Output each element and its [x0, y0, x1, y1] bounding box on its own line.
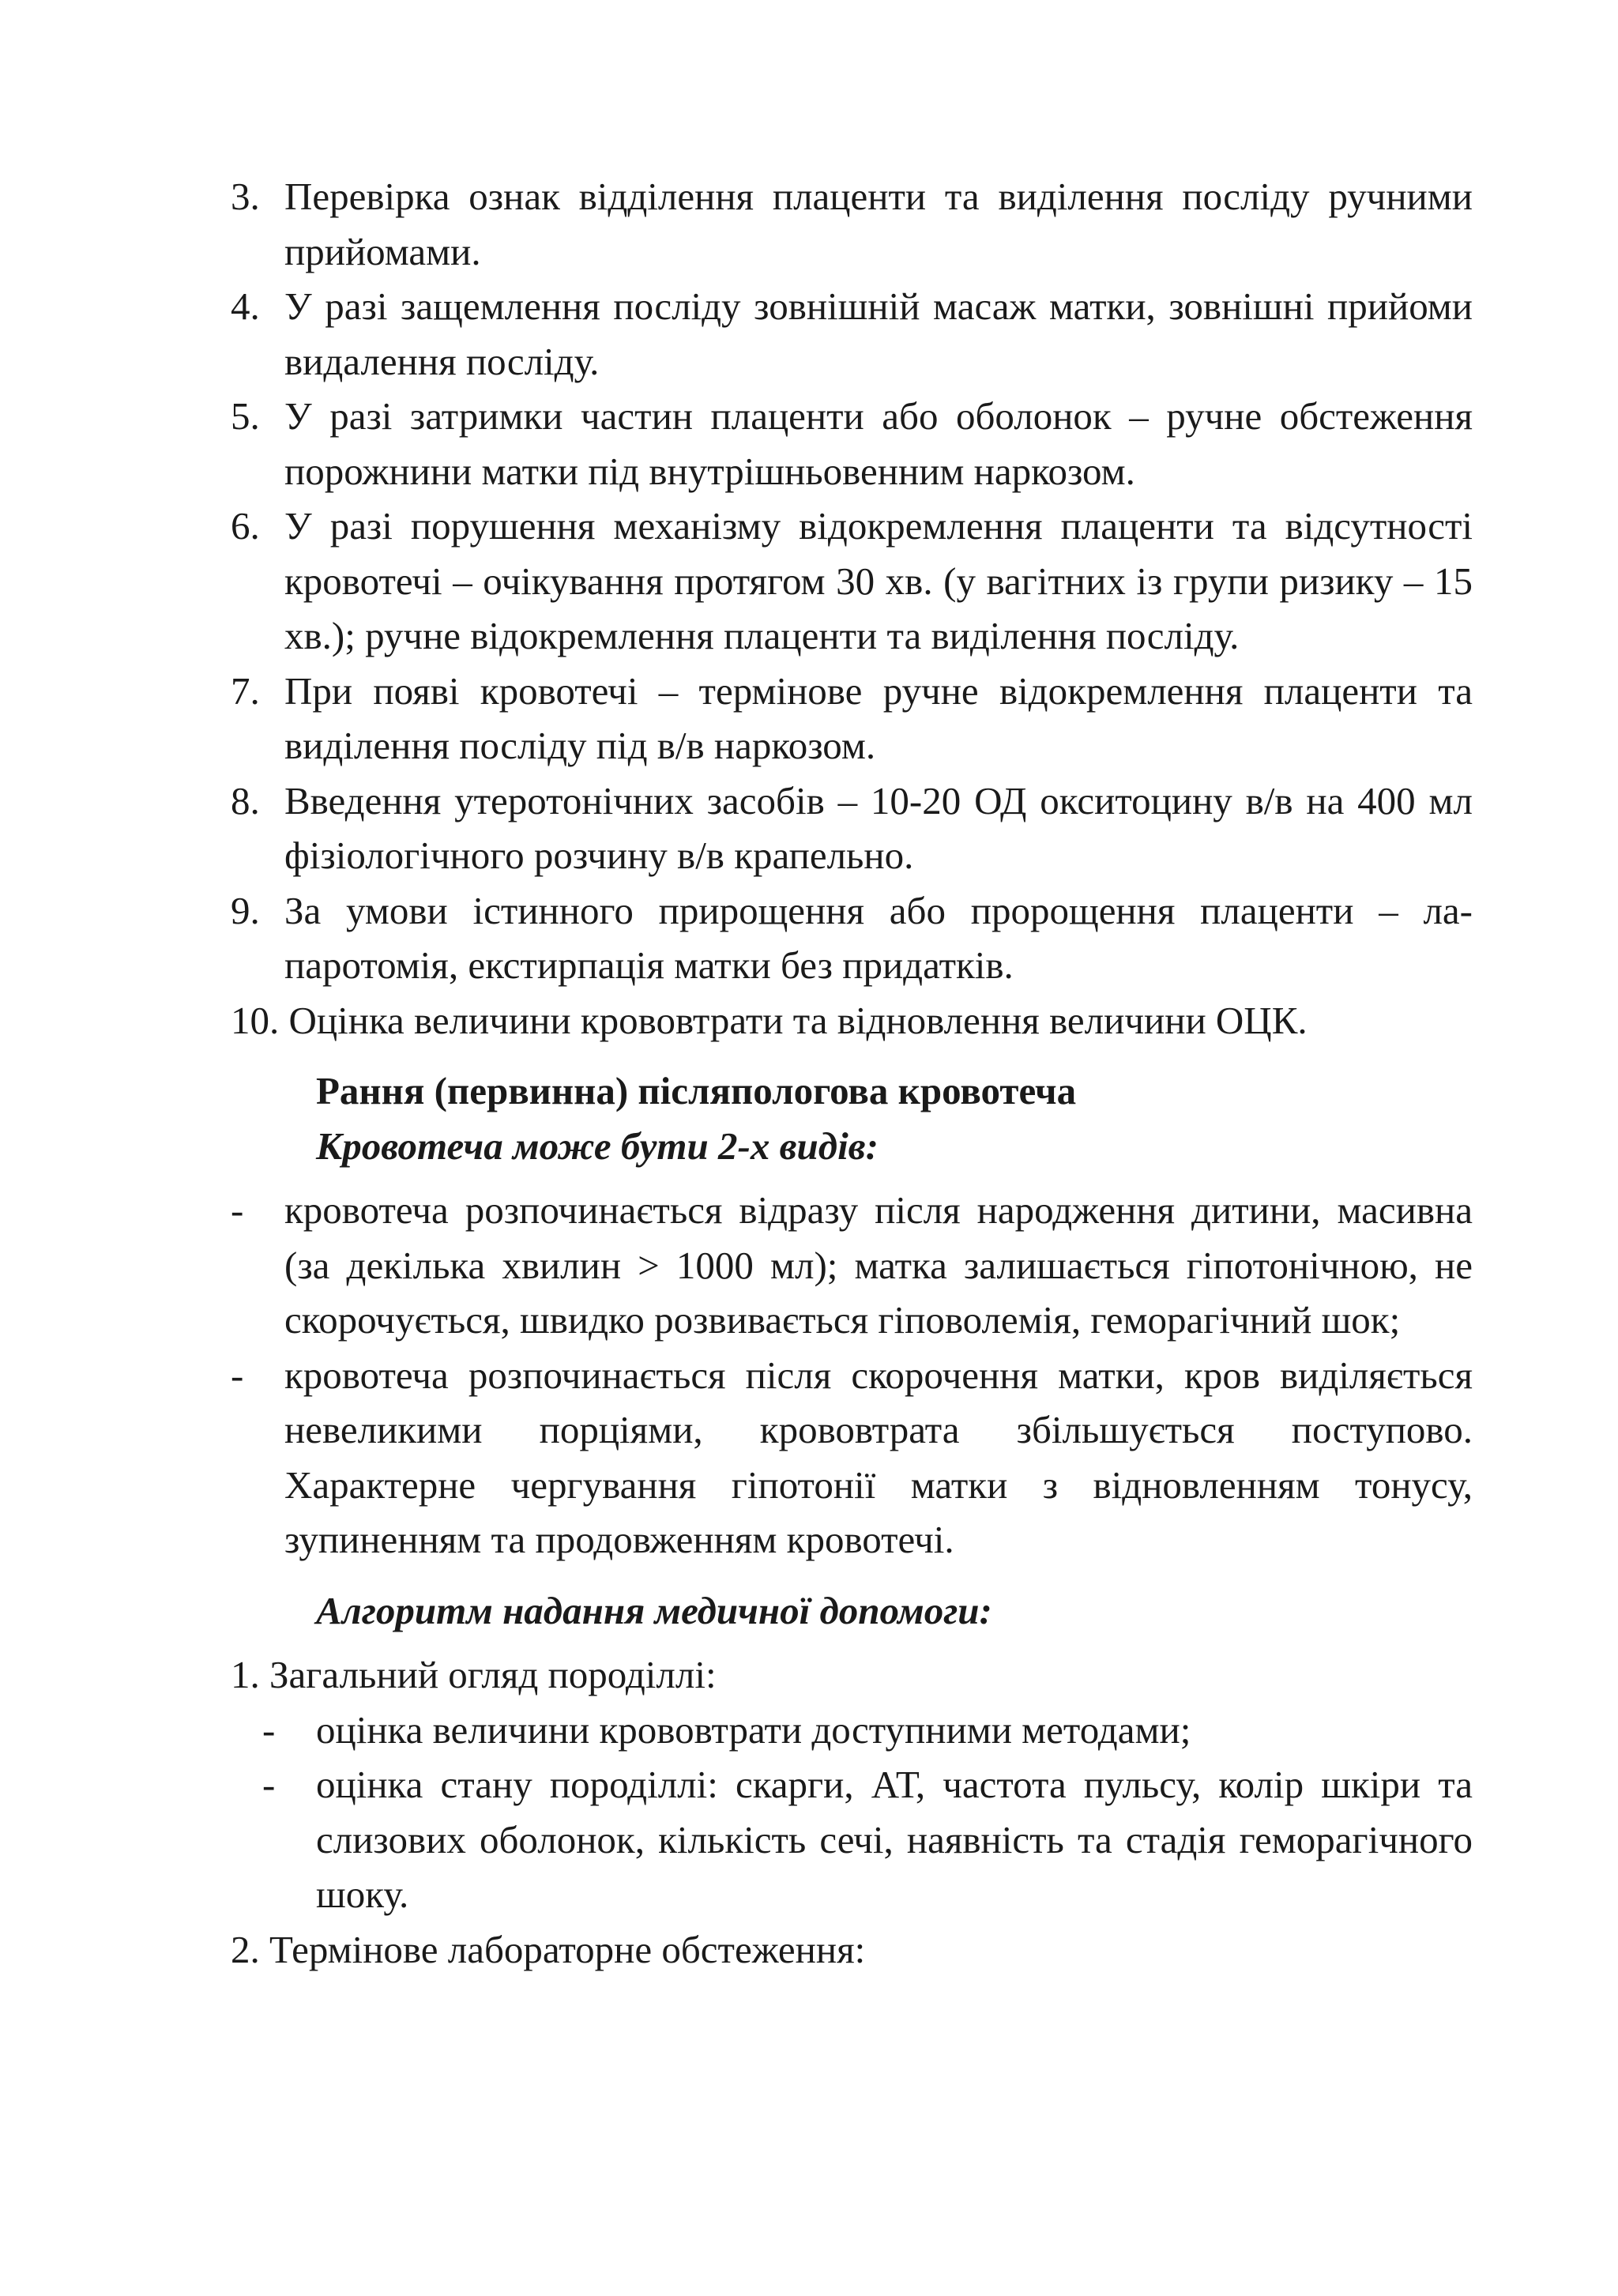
- algorithm-item-2: 2. Термінове лабораторне обстеження:: [231, 1927, 866, 1971]
- list-dash: -: [262, 1763, 276, 1806]
- list-number: 6.: [231, 504, 260, 548]
- list-text: кровотеча розпочинається відразу після народження дитини, масивна (за декілька хвилин > 1000 мл); матка залишається гіпотонічною, не скорочується, швидко розвивається гіповолемія, геморагічний шок;: [284, 1188, 1473, 1342]
- list-text: У разі затримки частин плаценти або оболонок – ручне обстеження порожнини матки під внутрішньовенним наркозом.: [284, 394, 1473, 493]
- list-item-4: [231, 279, 1473, 389]
- list-item-5: [231, 389, 1473, 499]
- list-text: При появі кровотечі – термінове ручне відокремлення плаценти та виділення посліду під в/в наркозом.: [284, 668, 1473, 767]
- list-text: За умови істинного прирощення або пророщення плаценти – лапаротомія, екстирпація матки без придатків.: [284, 888, 1473, 987]
- list-item-8: [231, 773, 1473, 883]
- list-number: 10.: [231, 998, 280, 1042]
- list-text: кровотеча розпочинається після скорочення матки, кров виділяється невеликими порціями, крововтрата збільшується поступово. Характерне чергування гіпотонії матки з відновленням тонусу, зупиненням та продовженням кровотечі.: [284, 1353, 1473, 1561]
- algorithm-item-1: 1. Загальний огляд породіллі:: [231, 1653, 717, 1696]
- list-item-3: [231, 169, 1473, 279]
- list-dash: -: [231, 1353, 244, 1397]
- types-list-item: [231, 1183, 1473, 1348]
- list-dash: -: [262, 1707, 276, 1752]
- list-number: 4.: [231, 284, 260, 328]
- document-page: [231, 169, 1473, 1977]
- list-item-9: [231, 883, 1473, 993]
- algorithm-subitem: [231, 1703, 1473, 1758]
- list-text: Введення утеротонічних засобів – 10-20 ОД окситоцину в/в на 400 мл фізіологічного розчину в/в крапельно.: [284, 778, 1473, 877]
- section-heading: Рання (первинна) післяпологова кровотеча: [316, 1069, 1077, 1112]
- list-item-10: [231, 993, 1473, 1048]
- list-text: оцінка стану породіллі: скарги, АТ, частота пульсу, колір шкіри та слизових оболонок, кількість сечі, наявність та стадія геморагічного шоку.: [316, 1763, 1473, 1916]
- list-dash: -: [231, 1188, 244, 1232]
- list-number: 5.: [231, 394, 260, 438]
- types-list-item: [231, 1348, 1473, 1568]
- list-item-6: [231, 499, 1473, 664]
- list-number: 8.: [231, 778, 260, 822]
- list-text: У разі порушення механізму відокремлення плаценти та відсутності кровотечі – очікування протягом 30 хв. (у вагітних із групи ризику – 15 хв.); ручне відокремлення плаценти та виділення посліду.: [284, 504, 1473, 657]
- list-item-7: [231, 664, 1473, 773]
- list-text: Оцінка величини крововтрати та відновлення величини ОЦК.: [288, 998, 1308, 1042]
- list-text: Перевірка ознак відділення плаценти та виділення посліду ручними прийомами.: [284, 175, 1473, 273]
- algorithm-subitem: [231, 1757, 1473, 1922]
- list-number: 3.: [231, 175, 260, 218]
- list-text: У разі защемлення посліду зовнішній масаж матки, зовнішні прийоми видалення посліду.: [284, 284, 1473, 383]
- list-number: 9.: [231, 888, 260, 932]
- types-heading: Кровотеча може бути 2-х видів:: [316, 1124, 879, 1168]
- algorithm-heading: Алгоритм надання медичної допомоги:: [316, 1588, 992, 1632]
- list-text: оцінка величини крововтрати доступними методами;: [316, 1707, 1191, 1752]
- list-number: 7.: [231, 668, 260, 713]
